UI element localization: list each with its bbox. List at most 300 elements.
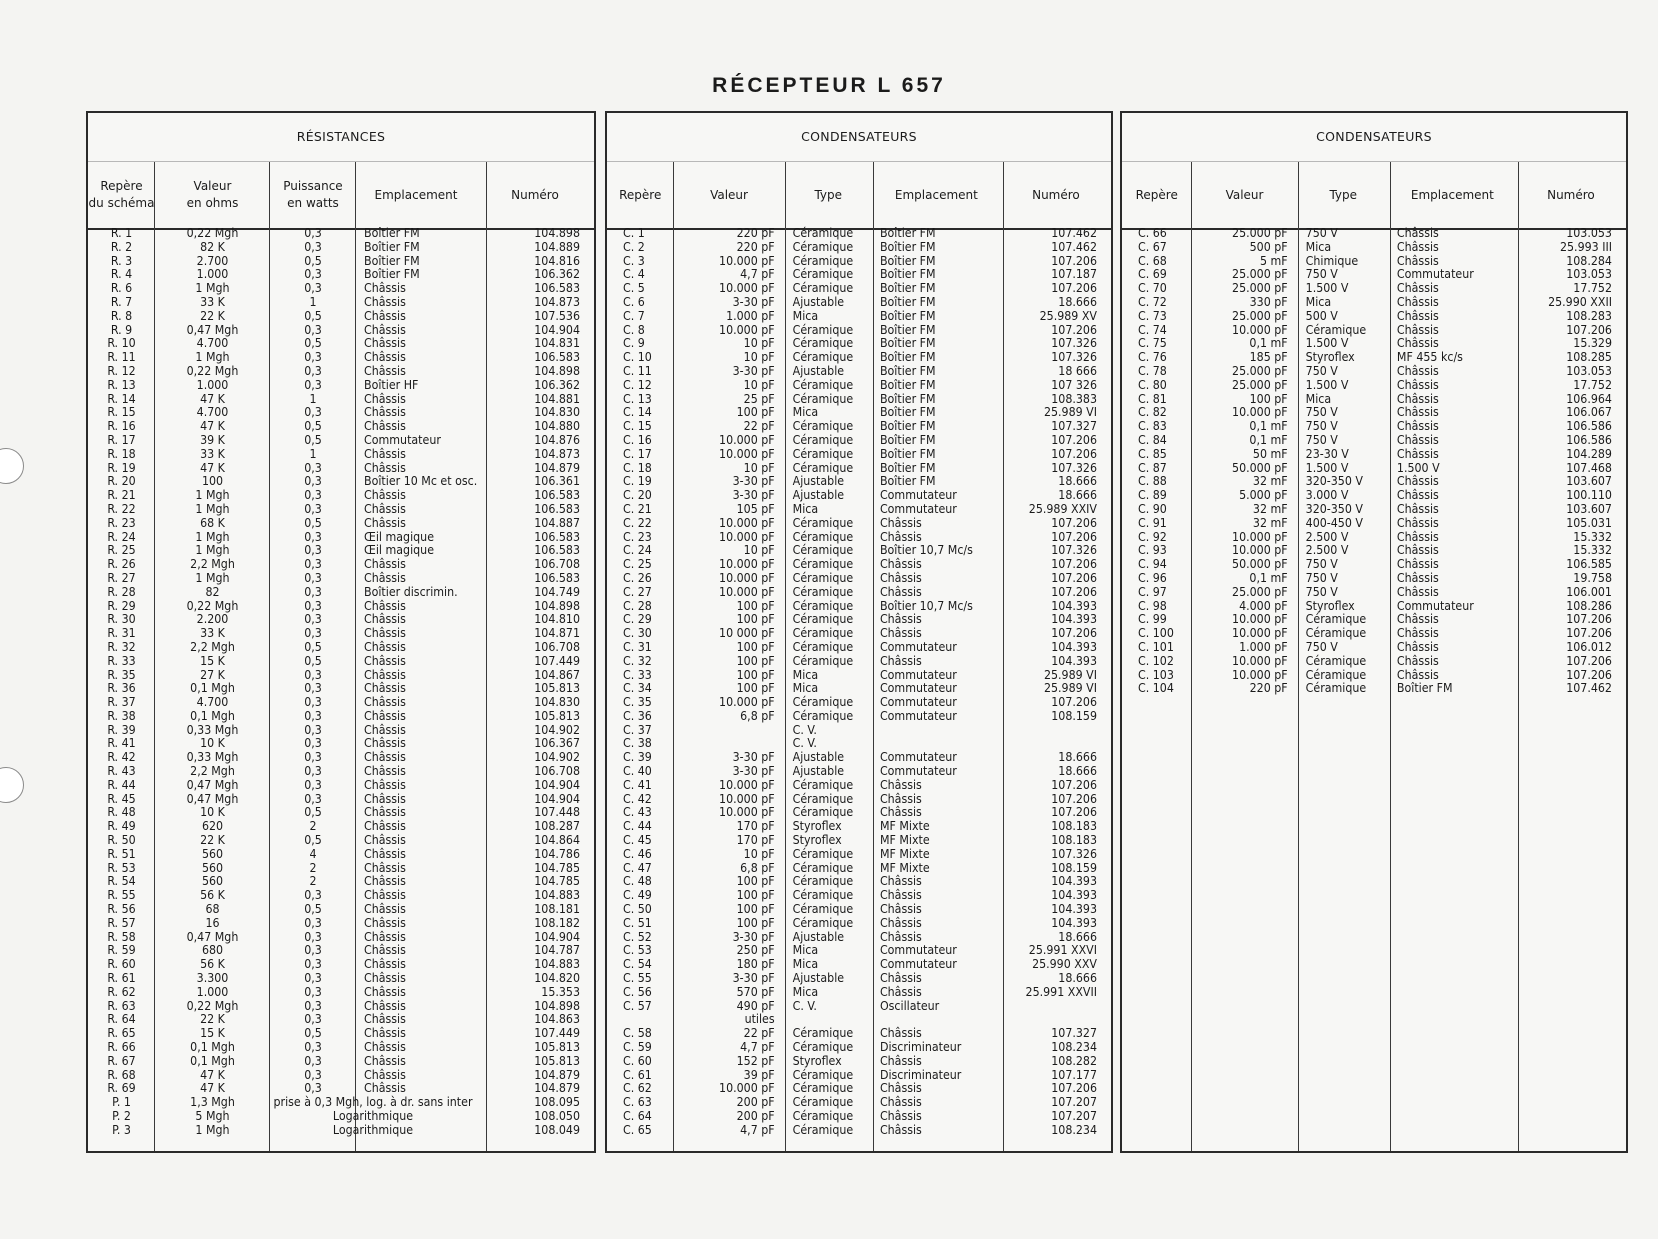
cell-repere: C. 91: [1138, 515, 1167, 530]
cell-numero: 104.902: [534, 722, 580, 737]
table-row: [607, 806, 1111, 820]
cell-valeur: 200 pF: [736, 1109, 775, 1123]
table-row: [607, 282, 1111, 296]
cell-valeur: 47 K: [200, 460, 225, 475]
cell-emplacement: Châssis: [364, 874, 406, 889]
cell-valeur: 50 mF: [1252, 446, 1288, 461]
col-valeur: Valeur en ohms: [186, 179, 239, 210]
table-row: [88, 337, 594, 351]
cell-repere: C. 87: [1138, 460, 1167, 475]
table-row: [607, 310, 1111, 324]
cell-numero: 107.177: [1051, 1067, 1097, 1082]
cell-repere: C. 46: [623, 846, 652, 861]
cell-repere: C. 55: [623, 971, 652, 986]
table-row: [88, 875, 594, 889]
cell-repere: R. 20: [107, 474, 136, 489]
cell-emplacement: Châssis: [364, 446, 406, 461]
cell-repere: R. 44: [107, 777, 136, 792]
cell-repere: C. 97: [1138, 584, 1167, 599]
cell-col3: Céramique: [792, 598, 854, 613]
col-type: Type: [1329, 187, 1358, 202]
cell-emplacement: Boîtier FM: [364, 253, 420, 268]
cell-numero: 107.206: [1051, 515, 1097, 530]
cell-col3: 0,3: [304, 267, 322, 282]
table-row: [1122, 268, 1626, 282]
cell-valeur: 5 Mgh: [195, 1109, 230, 1123]
cell-numero: 103.607: [1566, 501, 1612, 516]
cell-repere: R. 35: [107, 667, 136, 682]
cell-emplacement: Châssis: [879, 984, 922, 999]
condensateurs-rows-1: [607, 227, 1111, 1138]
table-row: [607, 682, 1111, 696]
cell-valeur: 105 pF: [736, 501, 775, 516]
table-row: [88, 986, 594, 1000]
cell-valeur: 1 Mgh: [195, 281, 230, 296]
table-row: [607, 889, 1111, 903]
cell-numero: 104.889: [534, 239, 580, 254]
cell-valeur: 10.000 pF: [719, 805, 775, 820]
cell-numero: 106.964: [1566, 391, 1612, 406]
cell-valeur: 10 K: [200, 736, 225, 751]
cell-col3: 0,3: [304, 695, 322, 710]
cell-repere: R. 18: [107, 446, 136, 461]
cell-valeur: 100 pF: [736, 874, 775, 889]
cell-emplacement: Châssis: [364, 860, 406, 875]
cell-emplacement: Commutateur: [1396, 598, 1474, 613]
cell-repere: C. 89: [1138, 488, 1167, 503]
table-row: [1122, 586, 1626, 600]
table-row: [88, 1027, 594, 1041]
cell-valeur: 39 pF: [743, 1067, 775, 1082]
cell-emplacement: Châssis: [364, 419, 406, 434]
cell-emplacement: Châssis: [364, 501, 406, 516]
cell-valeur: 180 pF: [736, 957, 775, 972]
cell-col3: Mica: [792, 984, 819, 999]
cell-valeur: 22 K: [200, 308, 225, 323]
cell-valeur: 220 pF: [736, 226, 775, 240]
cell-col3: 0,3: [304, 322, 322, 337]
cell-repere: C. 15: [623, 419, 652, 434]
cell-col3: Mica: [792, 681, 819, 696]
cell-emplacement: Commutateur: [879, 957, 957, 972]
table-row: [88, 655, 594, 669]
cell-emplacement: Commutateur: [879, 708, 957, 723]
table-row: [1122, 462, 1626, 476]
cell-numero: 107.207: [1051, 1109, 1097, 1123]
cell-emplacement: Châssis: [364, 971, 406, 986]
cell-col3: Ajustable: [792, 294, 845, 309]
cell-valeur: 10 pF: [743, 543, 775, 558]
cell-emplacement: Boîtier FM: [364, 239, 420, 254]
cell-repere: C. 74: [1138, 322, 1167, 337]
table-row: [1122, 682, 1626, 696]
cell-col3: Céramique: [1305, 612, 1367, 627]
cell-numero: 25.989 VI: [1043, 405, 1097, 420]
cell-repere: C. 44: [623, 819, 652, 834]
cell-col3: Céramique: [792, 529, 854, 544]
cell-valeur: 25.000 pF: [1232, 584, 1288, 599]
cell-valeur: 10.000 pF: [719, 791, 775, 806]
cell-repere: R. 39: [107, 722, 136, 737]
cell-valeur: 100 pF: [736, 612, 775, 627]
cell-repere: R. 25: [107, 543, 136, 558]
cell-col3: 0,3: [304, 736, 322, 751]
cell-emplacement: Boîtier FM: [364, 267, 420, 282]
cell-numero: 107.327: [1051, 419, 1097, 434]
cell-valeur: 10 pF: [743, 336, 775, 351]
cell-numero: 17.752: [1573, 377, 1612, 392]
cell-emplacement: Châssis: [1396, 432, 1439, 447]
cell-numero: 104.830: [534, 695, 580, 710]
cell-emplacement: Châssis: [364, 515, 406, 530]
cell-emplacement: Boîtier FM: [879, 432, 936, 447]
cell-numero: 108.049: [534, 1122, 580, 1137]
cell-repere: R. 53: [107, 860, 136, 875]
cell-repere: C. 45: [623, 833, 652, 848]
table-row: [607, 627, 1111, 641]
cell-numero: 18.666: [1058, 971, 1097, 986]
cell-numero: 103.607: [1566, 474, 1612, 489]
cell-numero: 108.095: [534, 1095, 580, 1110]
cell-valeur: 4,7 pF: [740, 1040, 775, 1055]
cell-numero: 106.067: [1566, 405, 1612, 420]
cell-col3: Céramique: [792, 1109, 854, 1123]
cell-valeur: 16: [205, 915, 220, 930]
cell-emplacement: Châssis: [364, 557, 406, 572]
cell-repere: C. 30: [623, 626, 652, 641]
condensateurs-title: CONDENSATEURS: [607, 113, 1111, 162]
table-row: [1122, 379, 1626, 393]
cell-valeur: 32 mF: [1252, 501, 1288, 516]
cell-valeur: 1.000: [196, 267, 229, 282]
cell-repere: R. 23: [107, 515, 136, 530]
cell-col3: Céramique: [792, 1026, 854, 1041]
cell-numero: 104.904: [534, 322, 580, 337]
table-row: [607, 931, 1111, 945]
cell-numero: 104.289: [1566, 446, 1612, 461]
cell-numero: 107.326: [1051, 846, 1097, 861]
cell-numero: 25.993 III: [1559, 239, 1612, 254]
table-row: [88, 682, 594, 696]
table-row: [607, 227, 1111, 241]
cell-repere: C. 50: [623, 902, 652, 917]
cell-col3: 320-350 V: [1305, 501, 1363, 516]
cell-emplacement: Commutateur: [364, 432, 441, 447]
cell-col3: 0,5: [304, 419, 322, 434]
table-row: [88, 627, 594, 641]
cell-col3: 0,5: [304, 1026, 322, 1041]
table-row: [607, 1000, 1111, 1014]
cell-valeur: 490 pF: [736, 998, 775, 1013]
cell-numero: 104.810: [534, 612, 580, 627]
cell-valeur: 0,22 Mgh: [186, 998, 239, 1013]
cell-col3: Ajustable: [792, 764, 845, 779]
cell-col3: 750 V: [1305, 584, 1338, 599]
cell-col3: Céramique: [792, 791, 854, 806]
cell-numero: 107.206: [1051, 529, 1097, 544]
cell-repere: R. 15: [107, 405, 136, 420]
cell-col3: Céramique: [792, 432, 854, 447]
cell-emplacement: Châssis: [1396, 419, 1439, 434]
condensateurs-header: [1122, 162, 1626, 230]
cell-valeur: 0,33 Mgh: [186, 750, 239, 765]
cell-emplacement: Châssis: [364, 1081, 406, 1096]
cell-emplacement: Châssis: [364, 308, 406, 323]
cell-repere: C. 96: [1138, 570, 1167, 585]
cell-col3: 400-450 V: [1305, 515, 1363, 530]
table-row: [607, 1110, 1111, 1124]
table-row: [1122, 641, 1626, 655]
cell-valeur: 500 pF: [1249, 239, 1288, 254]
cell-emplacement: Châssis: [1396, 405, 1439, 420]
col-emplacement: Emplacement: [374, 187, 458, 202]
cell-numero: 104.898: [534, 226, 580, 240]
table-row: [607, 765, 1111, 779]
table-row: [88, 779, 594, 793]
cell-col3: 1: [309, 391, 317, 406]
cell-valeur: 25.000 pF: [1232, 281, 1288, 296]
cell-col3: Chimique: [1305, 253, 1359, 268]
cell-col3: Céramique: [792, 281, 854, 296]
cell-numero: 107.206: [1051, 805, 1097, 820]
cell-emplacement: Châssis: [364, 708, 406, 723]
table-row: [607, 544, 1111, 558]
cell-col3: Céramique: [792, 267, 854, 282]
table-row: [88, 393, 594, 407]
cell-repere: C. 42: [623, 791, 652, 806]
cell-emplacement: Châssis: [879, 626, 922, 641]
cell-emplacement: Œil magique: [364, 529, 434, 544]
cell-valeur: 10.000 pF: [1232, 529, 1288, 544]
col-numero: Numéro: [511, 187, 559, 202]
table-row: [1122, 627, 1626, 641]
cell-numero: 108.285: [1566, 350, 1612, 365]
table-row: [88, 227, 594, 241]
cell-col3: 0,3: [304, 598, 322, 613]
cell-col3: Céramique: [792, 1095, 854, 1110]
cell-repere: C. 7: [623, 308, 645, 323]
cell-col3: Céramique: [1305, 667, 1367, 682]
cell-emplacement: Boîtier FM: [879, 226, 936, 240]
table-row: [88, 1000, 594, 1014]
table-row: [607, 917, 1111, 931]
cell-numero: 15.329: [1573, 336, 1612, 351]
cell-valeur: 170 pF: [736, 833, 775, 848]
cell-col3: Styroflex: [1305, 598, 1355, 613]
cell-col3: Céramique: [792, 253, 854, 268]
cell-numero: 107.206: [1051, 557, 1097, 572]
cell-valeur: 100 pF: [736, 902, 775, 917]
cell-numero: 106.583: [534, 543, 580, 558]
cell-repere: R. 7: [110, 294, 133, 309]
cell-repere: C. 10: [623, 350, 652, 365]
cell-emplacement: Boîtier FM: [879, 474, 936, 489]
table-row: [88, 669, 594, 683]
cell-numero: 104.879: [534, 1081, 580, 1096]
cell-col3: C. V.: [792, 998, 817, 1013]
cell-numero: 107.326: [1051, 543, 1097, 558]
cell-valeur: 32 mF: [1252, 474, 1288, 489]
cell-emplacement: Oscillateur: [879, 998, 940, 1013]
cell-emplacement: Châssis: [364, 1067, 406, 1082]
cell-numero: 25.991 XXVI: [1028, 943, 1097, 958]
cell-numero: 108.183: [1051, 819, 1097, 834]
cell-valeur: 3-30 pF: [732, 474, 775, 489]
cell-valeur: 0,22 Mgh: [186, 598, 239, 613]
cell-numero: 104.393: [1051, 888, 1097, 903]
table-row: [88, 848, 594, 862]
table-row: [607, 903, 1111, 917]
cell-numero: 106.362: [534, 267, 580, 282]
cell-numero: [1001, 1000, 1111, 1014]
cell-emplacement: Châssis: [879, 557, 922, 572]
cell-emplacement: Châssis: [364, 681, 406, 696]
cell-valeur: 0,47 Mgh: [186, 929, 239, 944]
cell-valeur: 330 pF: [1249, 294, 1288, 309]
cell-emplacement: Commutateur: [879, 488, 957, 503]
cell-valeur: 10.000 pF: [1232, 626, 1288, 641]
cell-numero: 104.876: [534, 432, 580, 447]
condensateurs-header: [607, 162, 1111, 230]
cell-repere: R. 51: [107, 846, 136, 861]
cell-repere: C. 82: [1138, 405, 1167, 420]
cell-col3: [785, 1013, 872, 1027]
cell-valeur: 1,3 Mgh: [190, 1095, 235, 1110]
cell-numero: 107.206: [1051, 791, 1097, 806]
cell-emplacement: Châssis: [364, 750, 406, 765]
cell-valeur: 0,1 Mgh: [190, 1040, 235, 1055]
cell-col3: 0,3: [304, 626, 322, 641]
cell-valeur: 0,22 Mgh: [186, 226, 239, 240]
table-row: [88, 1013, 594, 1027]
cell-numero: 104.393: [1051, 915, 1097, 930]
cell-numero: 104.785: [534, 860, 580, 875]
cell-numero: 104.393: [1051, 874, 1097, 889]
cell-numero: 105.813: [534, 1053, 580, 1068]
cell-numero: 107.462: [1051, 226, 1097, 240]
cell-valeur: 3-30 pF: [732, 363, 775, 378]
table-row: [1122, 296, 1626, 310]
cell-numero: 107.206: [1051, 446, 1097, 461]
cell-repere: C. 54: [623, 957, 652, 972]
cell-valeur: 0,1 Mgh: [190, 708, 235, 723]
cell-col3: Ajustable: [792, 474, 845, 489]
cell-numero: 17.752: [1573, 281, 1612, 296]
cell-repere: C. 20: [623, 488, 652, 503]
cell-col3: Céramique: [792, 350, 854, 365]
cell-emplacement: Châssis: [1396, 612, 1439, 627]
cell-col3: 2: [309, 874, 317, 889]
cell-col3: 0,3: [304, 543, 322, 558]
cell-col3: 0,3: [304, 570, 322, 585]
cell-repere: C. 69: [1138, 267, 1167, 282]
cell-repere: R. 38: [107, 708, 136, 723]
cell-emplacement: Châssis: [879, 584, 922, 599]
cell-repere: C. 99: [1138, 612, 1167, 627]
cell-repere: R. 10: [107, 336, 136, 351]
cell-emplacement: Commutateur: [879, 639, 957, 654]
cell-emplacement: Boîtier FM: [364, 226, 420, 240]
cell-numero: 104.787: [534, 943, 580, 958]
cell-repere: R. 16: [107, 419, 136, 434]
cell-col3: 0,5: [304, 432, 322, 447]
cell-valeur: 0,22 Mgh: [186, 363, 239, 378]
cell-repere: C. 65: [623, 1122, 652, 1137]
cell-repere: R. 2: [110, 239, 133, 254]
col-numero: Numéro: [1032, 187, 1080, 202]
cell-emplacement: Châssis: [364, 819, 406, 834]
cell-col3: Céramique: [792, 1040, 854, 1055]
table-row: [88, 379, 594, 393]
cell-col3: Styroflex: [792, 1053, 842, 1068]
table-row: [88, 903, 594, 917]
col-type: Type: [814, 187, 843, 202]
cell-repere: C. 64: [623, 1109, 652, 1123]
table-row: [1122, 531, 1626, 545]
cell-numero: 108.181: [534, 902, 580, 917]
cell-emplacement: [872, 1013, 1001, 1027]
cell-valeur: 185 pF: [1249, 350, 1288, 365]
cell-numero: 107 326: [1051, 377, 1097, 392]
table-row: [607, 669, 1111, 683]
cell-repere: R. 54: [107, 874, 136, 889]
cell-valeur: 15 K: [200, 1026, 225, 1041]
cell-repere: R. 29: [107, 598, 136, 613]
cell-repere: C. 43: [623, 805, 652, 820]
cell-emplacement: Châssis: [1396, 391, 1439, 406]
cell-col3: Céramique: [1305, 653, 1367, 668]
cell-valeur: [674, 737, 785, 751]
cell-numero: 106.708: [534, 557, 580, 572]
cell-col3: 0,3: [304, 681, 322, 696]
cell-col3: 0,3: [304, 226, 322, 240]
cell-emplacement: Boîtier FM: [879, 377, 936, 392]
cell-numero: 108.183: [1051, 833, 1097, 848]
cell-col3: Céramique: [792, 543, 854, 558]
cell-valeur: 10.000 pF: [1232, 667, 1288, 682]
cell-repere: R. 14: [107, 391, 136, 406]
cell-emplacement: Châssis: [879, 1081, 922, 1096]
cell-emplacement: Châssis: [879, 929, 922, 944]
cell-repere: C. 84: [1138, 432, 1167, 447]
cell-numero: 25.989 XV: [1039, 308, 1097, 323]
cell-repere: C. 70: [1138, 281, 1167, 296]
cell-valeur: 100 pF: [736, 667, 775, 682]
cell-numero: 104.749: [534, 584, 580, 599]
cell-valeur: 10.000 pF: [1232, 543, 1288, 558]
cell-numero: 108.286: [1566, 598, 1612, 613]
cell-repere: C. 11: [623, 363, 652, 378]
cell-repere: R. 6: [110, 281, 133, 296]
cell-col3: 0,3: [304, 474, 322, 489]
cell-numero: 104.883: [534, 888, 580, 903]
cell-col3: Céramique: [792, 860, 854, 875]
cell-numero: 108.287: [534, 819, 580, 834]
cell-valeur: 25.000 pF: [1232, 267, 1288, 282]
cell-repere: R. 45: [107, 791, 136, 806]
cell-valeur: 0,33 Mgh: [186, 722, 239, 737]
cell-numero: 104.904: [534, 777, 580, 792]
cell-emplacement: Châssis: [1396, 281, 1439, 296]
cell-col3: 0,3: [304, 460, 322, 475]
cell-col3: 0,5: [304, 902, 322, 917]
cell-repere: R. 13: [107, 377, 136, 392]
cell-valeur: 10.000 pF: [719, 777, 775, 792]
table-row: [1122, 337, 1626, 351]
cell-repere: C. 26: [623, 570, 652, 585]
cell-numero: 104.887: [534, 515, 580, 530]
cell-emplacement: Boîtier FM: [879, 308, 936, 323]
